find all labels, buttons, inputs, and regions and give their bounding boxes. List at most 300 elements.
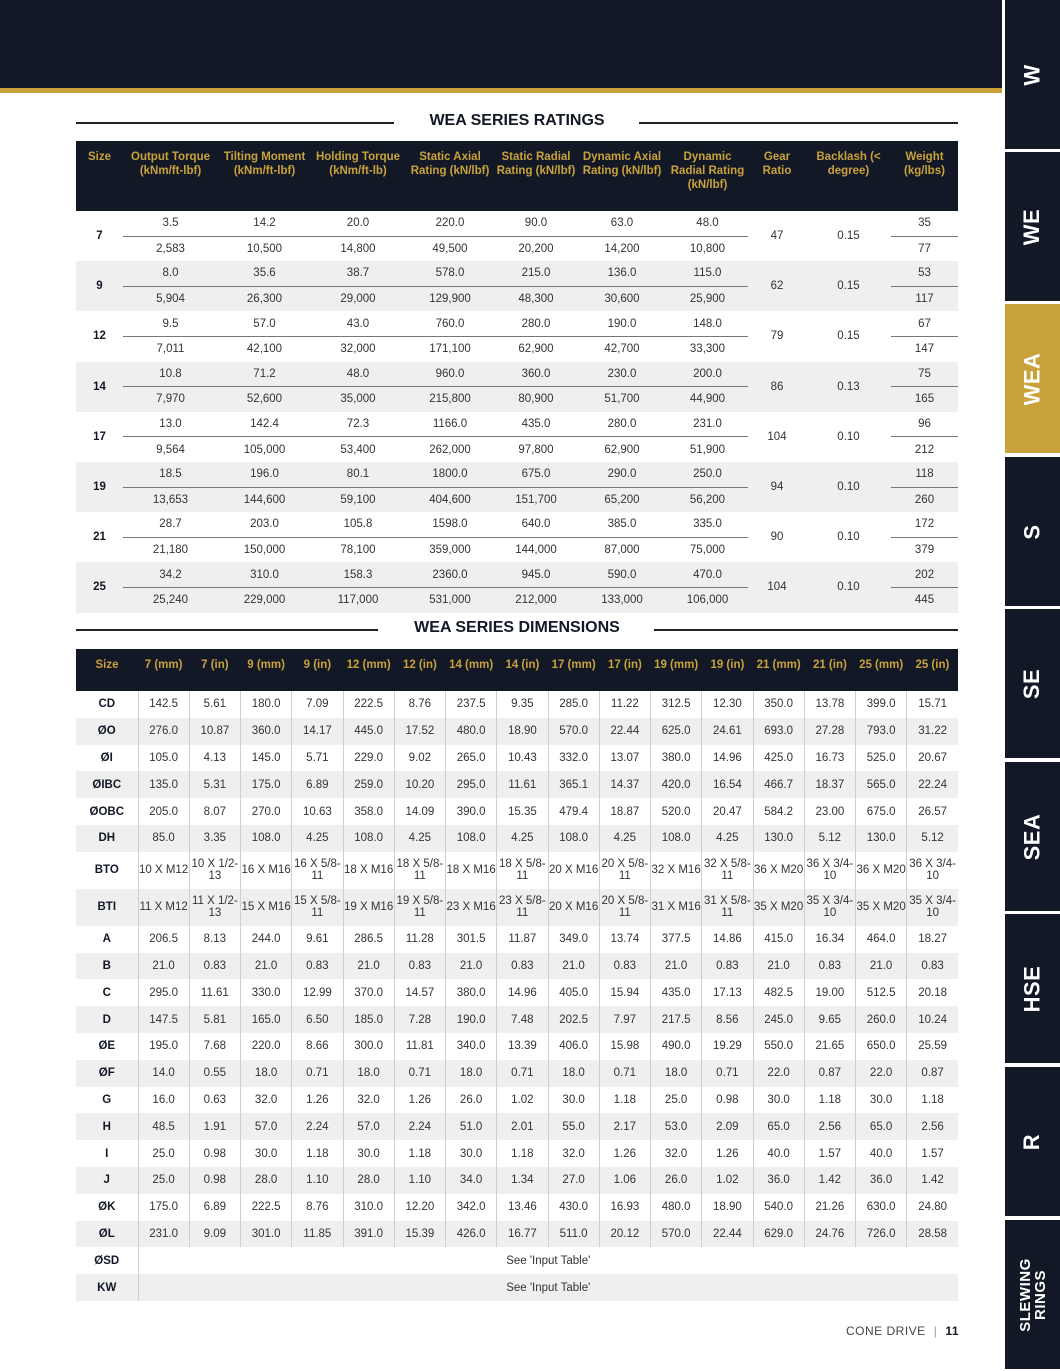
value-imperial: 133,000 — [577, 587, 667, 612]
dimension-value: 19.00 — [804, 979, 855, 1006]
value-metric: 158.3 — [311, 562, 405, 587]
value-metric: 18.5 — [123, 462, 218, 487]
dimension-value: 511.0 — [548, 1221, 599, 1248]
dimension-value: 30.0 — [856, 1087, 907, 1114]
value-imperial: 35,000 — [311, 387, 405, 412]
see-input-table-note: See 'Input Table' — [506, 1254, 591, 1267]
dimension-value: 195.0 — [138, 1033, 189, 1060]
dimension-value: 285.0 — [548, 691, 599, 718]
value-imperial: 32,000 — [340, 343, 376, 356]
dimension-value: 222.5 — [241, 1194, 292, 1221]
dimension-value: 1.18 — [804, 1087, 855, 1114]
size-cell: 21 — [93, 531, 106, 544]
dimension-value: 30.0 — [343, 1140, 394, 1167]
dimension-value: 7.28 — [394, 1006, 445, 1033]
dimension-value: 18.90 — [702, 1194, 753, 1221]
value-imperial: 97,800 — [518, 443, 554, 456]
dimension-value: 10.63 — [292, 798, 343, 825]
value-metric: 675.0 — [495, 462, 577, 487]
dimension-value: 32 X M16 — [651, 852, 702, 889]
size-cell: 17 — [93, 430, 106, 443]
table-row — [76, 462, 958, 487]
dimension-value: 30.0 — [241, 1140, 292, 1167]
dimension-value: 14.17 — [292, 718, 343, 745]
dimension-value: 1.10 — [292, 1167, 343, 1194]
dimension-value: 14.57 — [394, 979, 445, 1006]
dimension-value: 629.0 — [753, 1221, 804, 1248]
dimension-value: 175.0 — [138, 1194, 189, 1221]
size-cell: 19 — [76, 462, 123, 512]
dimension-value: 5.12 — [907, 825, 958, 852]
dimension-value: 365.1 — [548, 771, 599, 798]
dimension-value: 15.35 — [497, 798, 548, 825]
dimension-column-header: 17 (in) — [599, 649, 650, 691]
value-imperial: 53,400 — [340, 443, 376, 456]
dimension-value: 34.0 — [446, 1167, 497, 1194]
dimension-value: 21.0 — [651, 953, 702, 980]
value-imperial: 62,900 — [604, 443, 640, 456]
dimension-value: 13.07 — [599, 745, 650, 772]
dimension-value: 11 X 1/2-13 — [189, 889, 240, 926]
value-metric: 280.0 — [495, 311, 577, 336]
sidebar-tab-label: SE — [1019, 668, 1045, 699]
dimension-value: 27.0 — [548, 1167, 599, 1194]
dimension-value: 31 X 5/8-11 — [702, 889, 753, 926]
dimension-value: 18.27 — [918, 933, 948, 946]
dimension-label: D — [76, 1006, 138, 1033]
weight-kg: 35 — [891, 211, 958, 236]
table-row — [76, 691, 958, 718]
dimension-value: 18.0 — [651, 1060, 702, 1087]
dimension-value: 1.18 — [292, 1140, 343, 1167]
table-row — [76, 1221, 958, 1248]
dimension-value: 295.0 — [138, 979, 189, 1006]
sidebar-tab-wea[interactable] — [1005, 304, 1060, 453]
value-imperial: 531,000 — [405, 587, 495, 612]
table-row — [76, 1274, 958, 1301]
dimension-value: 18.0 — [548, 1060, 599, 1087]
dimension-value: 108.0 — [241, 825, 292, 852]
value-metric: 136.0 — [577, 261, 667, 286]
dimension-value: 0.83 — [497, 953, 548, 980]
sidebar-tab-we[interactable] — [1005, 152, 1060, 301]
table-row — [76, 1087, 958, 1114]
weight-kg: 118 — [891, 462, 958, 487]
dimension-value: 630.0 — [856, 1194, 907, 1221]
value-metric: 63.0 — [577, 211, 667, 236]
dimension-value: 520.0 — [651, 798, 702, 825]
value-metric: 470.0 — [667, 562, 748, 587]
dimension-value: 405.0 — [548, 979, 599, 1006]
value-metric: 200.0 — [667, 362, 748, 387]
footer-separator: | — [933, 1324, 938, 1338]
backlash: 0.13 — [806, 362, 891, 412]
dimension-value: 245.0 — [753, 1006, 804, 1033]
dimension-column-header: 19 (mm) — [651, 649, 702, 691]
dimension-value: 36 X M20 — [856, 852, 907, 889]
dimension-value: 30.0 — [548, 1087, 599, 1114]
dimension-value: 31.22 — [907, 718, 958, 745]
dimension-value: 650.0 — [856, 1033, 907, 1060]
dimension-value: 0.71 — [599, 1060, 650, 1087]
dimension-value: 31 X M16 — [651, 889, 702, 926]
value-metric: 215.0 — [495, 261, 577, 286]
value-imperial: 14,800 — [340, 242, 376, 255]
dimension-value: 479.4 — [548, 798, 599, 825]
dimension-value: 22.44 — [702, 1221, 753, 1248]
value-metric: 34.2 — [123, 562, 218, 587]
dimension-value: 540.0 — [753, 1194, 804, 1221]
dimension-value: 265.0 — [446, 745, 497, 772]
dimension-value: 32.0 — [651, 1140, 702, 1167]
dimension-value: 65.0 — [753, 1113, 804, 1140]
dimension-value: 18 X M16 — [446, 852, 497, 889]
dimension-column-header: 7 (in) — [189, 649, 240, 691]
table-row — [76, 798, 958, 825]
value-metric: 190.0 — [577, 311, 667, 336]
dimension-value: 18 X M16 — [343, 852, 394, 889]
dimension-value: 4.25 — [292, 825, 343, 852]
dimension-value: 9.61 — [292, 926, 343, 953]
dimension-value: 35 X 3/4-10 — [907, 889, 958, 926]
dimension-value: 32.0 — [343, 1087, 394, 1114]
table-row — [76, 718, 958, 745]
value-imperial: 25,900 — [667, 286, 748, 311]
dimension-value: 426.0 — [446, 1221, 497, 1248]
dimension-value: 464.0 — [856, 926, 907, 953]
dimension-value: 14.96 — [497, 979, 548, 1006]
dimension-value: 32 X 5/8-11 — [702, 852, 753, 889]
dimension-value: 1.42 — [804, 1167, 855, 1194]
value-imperial: 30,600 — [577, 286, 667, 311]
dimension-value: 190.0 — [446, 1006, 497, 1033]
dimension-value: 65.0 — [856, 1113, 907, 1140]
value-imperial: 144,000 — [515, 544, 557, 557]
dimension-value: 206.5 — [138, 926, 189, 953]
dimension-value: 301.5 — [446, 926, 497, 953]
ratings-column-header: Static Radial Rating (kN/lbf) — [495, 141, 577, 211]
backlash: 0.15 — [806, 261, 891, 311]
dimension-value: 260.0 — [856, 1006, 907, 1033]
value-metric: 203.0 — [218, 512, 311, 537]
dimension-label: ØK — [76, 1194, 138, 1221]
dimension-value: 12.30 — [702, 691, 753, 718]
dimension-value: 36 X 3/4-10 — [804, 852, 855, 889]
dimension-value: 295.0 — [446, 771, 497, 798]
dimension-value: 21.0 — [548, 953, 599, 980]
value-imperial: 117,000 — [311, 587, 405, 612]
gear-ratio: 79 — [770, 330, 784, 343]
dimension-value: 108.0 — [651, 825, 702, 852]
table-row — [76, 852, 958, 889]
dimension-column-header: 25 (in) — [907, 649, 958, 691]
ratings-column-header: Dynamic Radial Rating (kN/lbf) — [667, 141, 748, 211]
value-metric: 590.0 — [577, 562, 667, 587]
dimension-value: 21.0 — [446, 953, 497, 980]
value-metric: 14.2 — [218, 211, 311, 236]
dimension-value: 108.0 — [548, 825, 599, 852]
dimension-value: 30.0 — [753, 1087, 804, 1114]
value-imperial: 215,800 — [405, 387, 495, 412]
gear-ratio: 90 — [770, 531, 784, 544]
dimension-value: 20.47 — [702, 798, 753, 825]
sidebar-tab-s[interactable] — [1005, 457, 1060, 606]
dimension-value: 205.0 — [138, 798, 189, 825]
dimension-value: 675.0 — [856, 798, 907, 825]
value-imperial: 78,100 — [340, 544, 376, 557]
value-imperial: 42,100 — [246, 343, 283, 356]
dimension-value: 24.76 — [804, 1221, 855, 1248]
dimension-value: 1.18 — [599, 1087, 650, 1114]
ratings-column-header: Output Torque (kNm/ft-lbf) — [123, 141, 218, 211]
dimension-value: 7.48 — [497, 1006, 548, 1033]
dimension-value: 490.0 — [651, 1033, 702, 1060]
dimension-value: 0.71 — [702, 1060, 753, 1087]
backlash: 0.15 — [837, 330, 860, 343]
dimension-value: 237.5 — [446, 691, 497, 718]
value-metric: 760.0 — [405, 311, 495, 336]
dimension-column-header: 17 (mm) — [548, 649, 599, 691]
value-imperial: 52,600 — [218, 387, 311, 412]
dimension-value: 18.0 — [446, 1060, 497, 1087]
dimension-value: 21.65 — [804, 1033, 855, 1060]
dimension-value: 15.39 — [394, 1221, 445, 1248]
dimension-value: 0.87 — [804, 1060, 855, 1087]
dimension-value: 5.71 — [292, 745, 343, 772]
dimension-value: 36 X M20 — [753, 852, 804, 889]
dimension-value: 23 X M16 — [446, 889, 497, 926]
dimension-value: 13.39 — [497, 1033, 548, 1060]
dimension-value: 0.55 — [189, 1060, 240, 1087]
dimension-value: 28.58 — [907, 1221, 958, 1248]
dimension-value: 15.71 — [918, 698, 948, 711]
value-imperial: 26,300 — [218, 286, 311, 311]
dimension-value: 1.26 — [394, 1087, 445, 1114]
value-imperial: 44,900 — [667, 387, 748, 412]
dimension-value: 8.66 — [292, 1033, 343, 1060]
value-imperial: 144,600 — [218, 487, 311, 512]
sidebar-tab-label: WE — [1019, 208, 1045, 245]
backlash: 0.10 — [806, 462, 891, 512]
dimension-value: 480.0 — [651, 1194, 702, 1221]
value-imperial: 51,700 — [577, 387, 667, 412]
dimension-value: 105.0 — [138, 745, 189, 772]
dimension-value: 22.44 — [599, 718, 650, 745]
table-row — [76, 1167, 958, 1194]
sidebar-tab-w[interactable] — [1005, 0, 1060, 149]
dimension-value: 16 X M16 — [241, 852, 292, 889]
dimension-value: 1.26 — [292, 1087, 343, 1114]
value-metric: 72.3 — [311, 412, 405, 437]
dimension-value: 0.83 — [804, 953, 855, 980]
sidebar-tab-slewing-rings[interactable] — [1005, 1220, 1060, 1369]
weight-lbs: 117 — [891, 286, 958, 311]
sidebar-tab-label: HSE — [1019, 965, 1045, 1012]
sidebar-tab-r[interactable] — [1005, 1067, 1060, 1216]
value-metric: 142.4 — [218, 412, 311, 437]
weight-lbs: 260 — [891, 487, 958, 512]
dimension-value: 20.67 — [918, 751, 948, 764]
dimension-value: 1.57 — [804, 1140, 855, 1167]
dimension-value: 57.0 — [241, 1113, 292, 1140]
dimension-column-header: 14 (mm) — [446, 649, 497, 691]
dimension-value: 14.09 — [394, 798, 445, 825]
weight-lbs: 445 — [891, 587, 958, 612]
value-metric: 71.2 — [218, 362, 311, 387]
value-metric: 2360.0 — [405, 562, 495, 587]
sidebar-tab-hse[interactable] — [1005, 914, 1060, 1063]
value-metric: 385.0 — [577, 512, 667, 537]
weight-kg: 202 — [891, 562, 958, 587]
dimension-label: G — [76, 1087, 138, 1114]
value-metric: 435.0 — [495, 412, 577, 437]
dimension-value: 1.91 — [189, 1113, 240, 1140]
dimension-value: 26.0 — [446, 1087, 497, 1114]
dimension-value: 420.0 — [651, 771, 702, 798]
dimension-value: 2.56 — [907, 1113, 958, 1140]
dimension-value: 2.24 — [394, 1113, 445, 1140]
gear-ratio: 94 — [748, 462, 806, 512]
dimension-value: 4.25 — [702, 825, 753, 852]
dimension-value: 23.00 — [804, 798, 855, 825]
dimension-value: 55.0 — [548, 1113, 599, 1140]
dimension-value: 8.76 — [394, 691, 445, 718]
sidebar-tab-se[interactable] — [1005, 609, 1060, 758]
dimension-value: 5.31 — [189, 771, 240, 798]
page-footer — [846, 1324, 959, 1338]
dimension-column-header: 21 (in) — [804, 649, 855, 691]
dimension-value: 244.0 — [241, 926, 292, 953]
dimension-label: ØI — [76, 745, 138, 772]
value-metric: 38.7 — [311, 261, 405, 286]
dimension-value: 35 X 3/4-10 — [804, 889, 855, 926]
table-row — [76, 1113, 958, 1140]
dimension-value: 9.09 — [189, 1221, 240, 1248]
dimension-value: 13.46 — [497, 1194, 548, 1221]
dimension-value: 276.0 — [138, 718, 189, 745]
dimension-value: 20 X M16 — [548, 889, 599, 926]
value-imperial: 51,900 — [689, 443, 726, 456]
dimension-value: 340.0 — [446, 1033, 497, 1060]
dimension-value: 25.0 — [138, 1167, 189, 1194]
dimension-value: 48.5 — [138, 1113, 189, 1140]
value-imperial: 150,000 — [243, 544, 286, 557]
table-row — [76, 261, 958, 286]
sidebar-tab-sea[interactable] — [1005, 762, 1060, 911]
dimension-value: 1.18 — [497, 1140, 548, 1167]
dimension-column-header: Size — [76, 649, 138, 691]
gear-ratio: 104 — [748, 562, 806, 612]
dimension-value: 30.0 — [446, 1140, 497, 1167]
dimension-value: 8.76 — [292, 1194, 343, 1221]
dimension-value: 1.18 — [921, 1093, 944, 1106]
gear-ratio: 62 — [748, 261, 806, 311]
dimension-value: 11.28 — [394, 926, 445, 953]
dimension-value: 23 X 5/8-11 — [497, 889, 548, 926]
dimension-label: DH — [76, 825, 138, 852]
value-imperial: 33,300 — [689, 343, 726, 356]
dimension-value: 625.0 — [651, 718, 702, 745]
backlash: 0.15 — [837, 230, 860, 243]
dimension-value: 0.98 — [702, 1087, 753, 1114]
dimension-value: 14.37 — [599, 771, 650, 798]
value-metric: 250.0 — [667, 462, 748, 487]
value-metric: 10.8 — [123, 362, 218, 387]
dimension-value: 21.26 — [804, 1194, 855, 1221]
value-metric: 230.0 — [577, 362, 667, 387]
value-metric: 8.0 — [123, 261, 218, 286]
value-metric: 43.0 — [311, 311, 405, 336]
ratings-column-header: Weight (kg/lbs) — [891, 141, 958, 211]
dimension-value: 24.61 — [702, 718, 753, 745]
dimension-label: ØO — [76, 718, 138, 745]
dimension-value: 18.0 — [343, 1060, 394, 1087]
dimension-value: 0.87 — [907, 1060, 958, 1087]
dimension-value: 10.87 — [189, 718, 240, 745]
dimension-column-header: 9 (in) — [292, 649, 343, 691]
dimension-value: 19 X M16 — [343, 889, 394, 926]
dimension-value: 18.0 — [241, 1060, 292, 1087]
weight-kg: 67 — [891, 311, 958, 336]
weight-lbs: 77 — [918, 242, 931, 255]
table-row — [76, 1140, 958, 1167]
size-cell: 12 — [93, 330, 106, 343]
dimension-value: 415.0 — [753, 926, 804, 953]
dimension-value: 165.0 — [241, 1006, 292, 1033]
value-metric: 115.0 — [667, 261, 748, 286]
dimension-value: 18 X 5/8-11 — [497, 852, 548, 889]
value-metric: 80.1 — [311, 462, 405, 487]
ratings-title — [76, 112, 958, 132]
backlash: 0.10 — [837, 531, 860, 544]
header-accent-line — [0, 88, 1002, 93]
table-row — [76, 512, 958, 537]
dimension-value: 142.5 — [138, 691, 189, 718]
dimension-value: 36.0 — [753, 1167, 804, 1194]
dimension-value: 147.5 — [138, 1006, 189, 1033]
value-metric: 1598.0 — [405, 512, 495, 537]
dimension-value: 0.71 — [497, 1060, 548, 1087]
value-metric: 105.8 — [311, 512, 405, 537]
weight-lbs: 379 — [914, 544, 935, 557]
dimension-value: 21.0 — [343, 953, 394, 980]
dimension-value: 1.34 — [497, 1167, 548, 1194]
weight-lbs: 212 — [914, 443, 935, 456]
dimension-value: 482.5 — [753, 979, 804, 1006]
sidebar-tab-label: SEA — [1019, 813, 1045, 860]
dimension-value: 217.5 — [651, 1006, 702, 1033]
dimension-value: 21.0 — [241, 953, 292, 980]
dimension-value: 11.61 — [497, 771, 548, 798]
dimension-value: 108.0 — [343, 825, 394, 852]
dimension-value: 360.0 — [241, 718, 292, 745]
dimension-value: 35 X M20 — [753, 889, 804, 926]
sidebar-tab-label: W — [1019, 63, 1045, 86]
dimension-value: 11.22 — [599, 691, 650, 718]
value-metric: 9.5 — [123, 311, 218, 336]
table-row — [76, 412, 958, 437]
dimension-value: 390.0 — [446, 798, 497, 825]
size-cell: 25 — [76, 562, 123, 612]
table-row — [76, 311, 958, 336]
dimension-column-header: 12 (in) — [394, 649, 445, 691]
gear-ratio: 104 — [767, 430, 787, 443]
dimension-value: 14.86 — [702, 926, 753, 953]
value-imperial: 262,000 — [429, 443, 471, 456]
table-row — [76, 926, 958, 953]
table-row — [76, 771, 958, 798]
dimension-column-header: 7 (mm) — [138, 649, 189, 691]
